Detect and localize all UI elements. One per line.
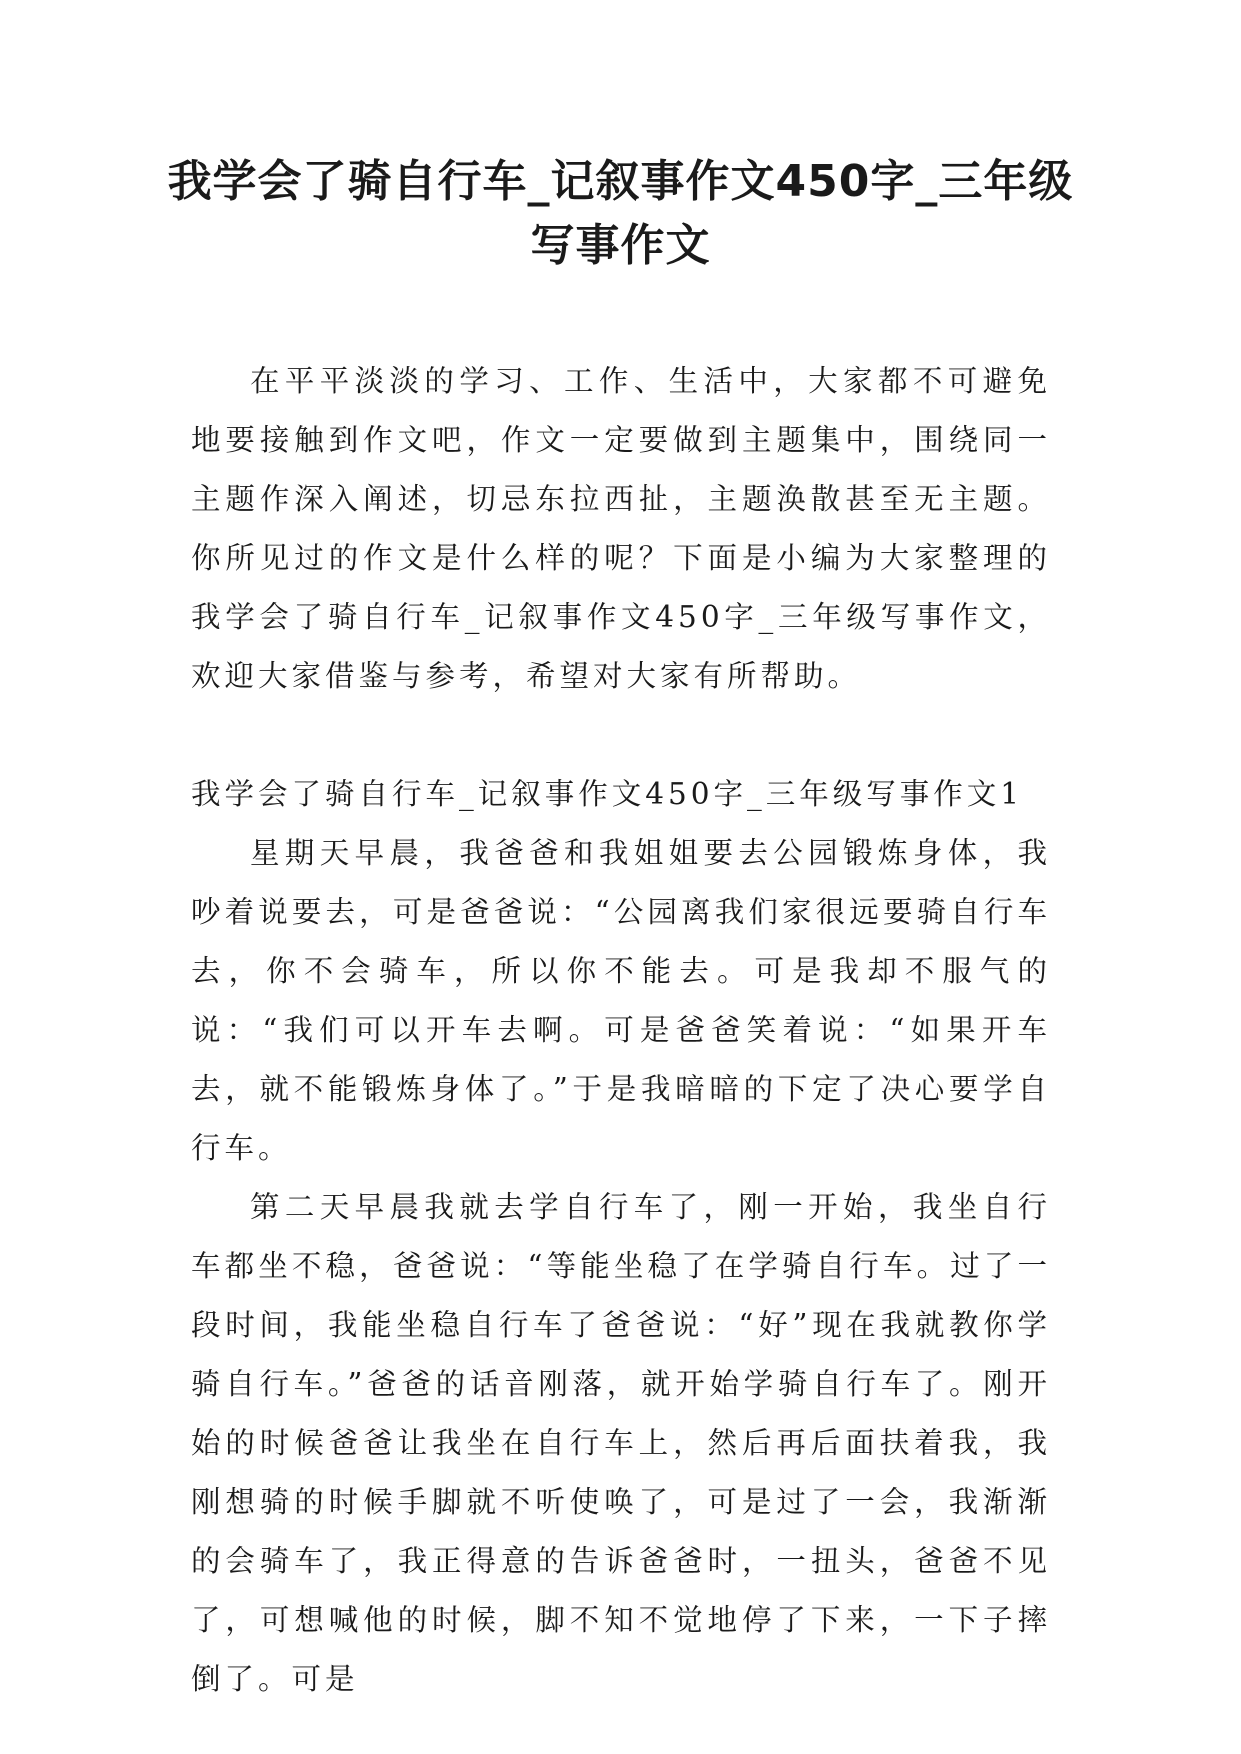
section-heading: 我学会了骑自行车_记叙事作文450字_三年级写事作文1 [191,777,1024,811]
document-title: 我学会了骑自行车_记叙事作文450字_三年级写事作文 [167,156,1074,271]
intro-paragraph: 在平平淡淡的学习、工作、生活中，大家都不可避免地要接触到作文吧，作文一定要做到主题集中，围绕同一主题作深入阐述，切忌东拉西扯，主题涣散甚至无主题。你所见过的作文是什么样的呢？下面是小编为大家整理的我学会了骑自行车_记叙事作文450字_三年级写事作文，欢迎大家借鉴与参考，希望对大家有所帮助。 [191,364,1051,693]
body-paragraph-1: 星期天早晨，我爸爸和我姐姐要去公园锻炼身体，我吵着说要去，可是爸爸说：“公园离我们家很远要骑自行车去，你不会骑车，所以你不能去。可是我却不服气的说：“我们可以开车去啊。可是爸爸笑着说：“如果开车去，就不能锻炼身体了。”于是我暗暗的下定了决心要学自行车。 [191,836,1051,1165]
document-body [191,352,1051,1709]
body-paragraph-2: 第二天早晨我就去学自行车了，刚一开始，我坐自行车都坐不稳，爸爸说：“等能坐稳了在学骑自行车。过了一段时间，我能坐稳自行车了爸爸说：“好”现在我就教你学骑自行车。”爸爸的话音刚落，就开始学骑自行车了。刚开始的时候爸爸让我坐在自行车上，然后再后面扶着我，我刚想骑的时候手脚就不听使唤了，可是过了一会，我渐渐的会骑车了，我正得意的告诉爸爸时，一扭头，爸爸不见了，可想喊他的时候，脚不知不觉地停了下来，一下子摔倒了。可是 [191,1190,1051,1696]
paragraph-spacer [191,706,1051,765]
